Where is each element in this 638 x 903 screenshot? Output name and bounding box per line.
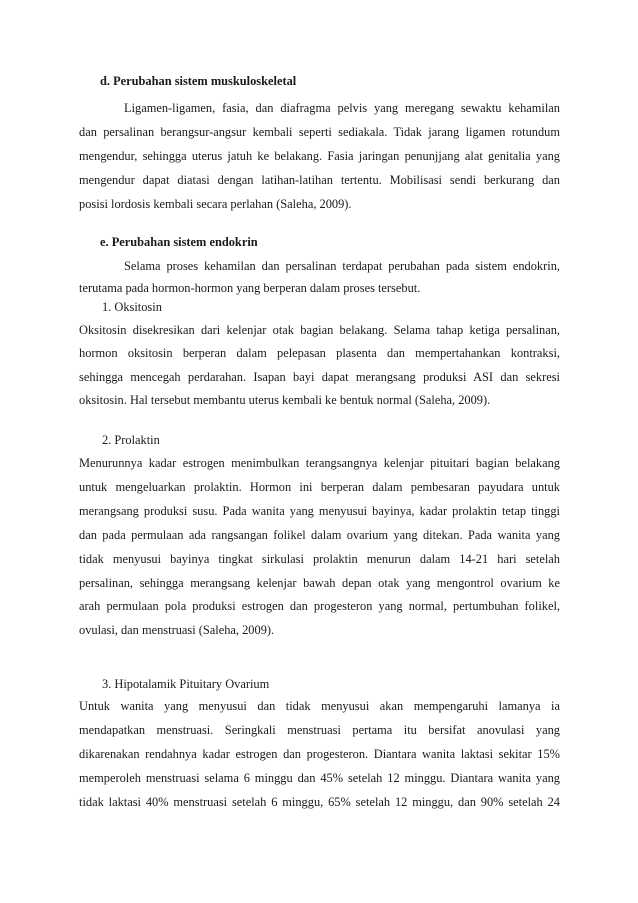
section-d-line-4: mengendur dapat diatasi dengan latihan-latihan tertentu. Mobilisasi sendi berkurang dan — [79, 173, 560, 187]
oksitosin-heading: 1. Oksitosin — [102, 300, 162, 314]
hipotalamik-line-1: Untuk wanita yang menyusui dan tidak menyusui akan mempengaruhi lamanya ia — [79, 699, 560, 713]
prolaktin-line-8: ovulasi, dan menstruasi (Saleha, 2009). — [79, 623, 275, 637]
section-d-line-3: mengendur, sehingga uterus jatuh ke belakang. Fasia jaringan penunjjang alat genitalia yang — [79, 149, 560, 163]
section-d-line-1: Ligamen-ligamen, fasia, dan diafragma pelvis yang meregang sewaktu kehamilan — [124, 101, 560, 115]
prolaktin-line-5: tidak menyusui bayinya tingkat sirkulasi prolaktin menurun dalam 14-21 hari setelah — [79, 552, 560, 566]
section-e-heading: e. Perubahan sistem endokrin — [100, 235, 258, 249]
hipotalamik-line-2: mendapatkan menstruasi. Seringkali menstruasi pertama itu bersifat anovulasi yang — [79, 723, 560, 737]
hipotalamik-heading: 3. Hipotalamik Pituitary Ovarium — [102, 677, 270, 691]
oksitosin-line-1: Oksitosin disekresikan dari kelenjar otak bagian belakang. Selama tahap ketiga persalinan, — [79, 323, 560, 337]
oksitosin-line-2: hormon oksitosin berperan dalam pelepasan plasenta dan mempertahankan kontraksi, — [79, 346, 560, 360]
prolaktin-line-4: dan pada permulaan ada rangsangan folikel dalam ovarium yang ditekan. Pada wanita yang — [79, 528, 560, 542]
prolaktin-line-7: arah permulaan pola produksi estrogen dan progesteron yang normal, pertumbuhan folikel, — [79, 599, 560, 613]
prolaktin-line-6: persalinan, sehingga merangsang kelenjar bawah depan otak yang mengontrol ovarium ke — [79, 576, 560, 590]
section-e-line-1: Selama proses kehamilan dan persalinan terdapat perubahan pada sistem endokrin, — [124, 259, 560, 273]
section-d-line-2: dan persalinan berangsur-angsur kembali seperti sediakala. Tidak jarang ligamen rotundum — [79, 125, 560, 139]
hipotalamik-line-5: tidak laktasi 40% menstruasi setelah 6 minggu, 65% setelah 12 minggu, dan 90% setelah 24 — [79, 795, 560, 809]
prolaktin-line-3: merangsang produksi susu. Pada wanita yang menyusui bayinya, kadar prolaktin tetap tinggi — [79, 504, 560, 518]
hipotalamik-line-4: memperoleh menstruasi selama 6 minggu dan 45% setelah 12 minggu. Diantara wanita yang — [79, 771, 560, 785]
prolaktin-line-1: Menurunnya kadar estrogen menimbulkan terangsangnya kelenjar pituitari bagian belakang — [79, 456, 560, 470]
oksitosin-line-4: oksitosin. Hal tersebut membantu uterus kembali ke bentuk normal (Saleha, 2009). — [79, 393, 491, 407]
prolaktin-line-2: untuk mengeluarkan prolaktin. Hormon ini berperan dalam pembesaran payudara untuk — [79, 480, 560, 494]
prolaktin-heading: 2. Prolaktin — [102, 433, 160, 447]
oksitosin-line-3: sehingga mencegah perdarahan. Isapan bayi dapat merangsang produksi ASI dan sekresi — [79, 370, 560, 384]
section-d-heading: d. Perubahan sistem muskuloskeletal — [100, 74, 297, 88]
section-d-line-5: posisi lordosis kembali secara perlahan (Saleha, 2009). — [79, 197, 352, 211]
section-e-line-2: terutama pada hormon-hormon yang berperan dalam proses tersebut. — [79, 281, 421, 295]
hipotalamik-line-3: dikarenakan rendahnya kadar estrogen dan progesteron. Diantara wanita laktasi sekitar 15% — [79, 747, 560, 761]
